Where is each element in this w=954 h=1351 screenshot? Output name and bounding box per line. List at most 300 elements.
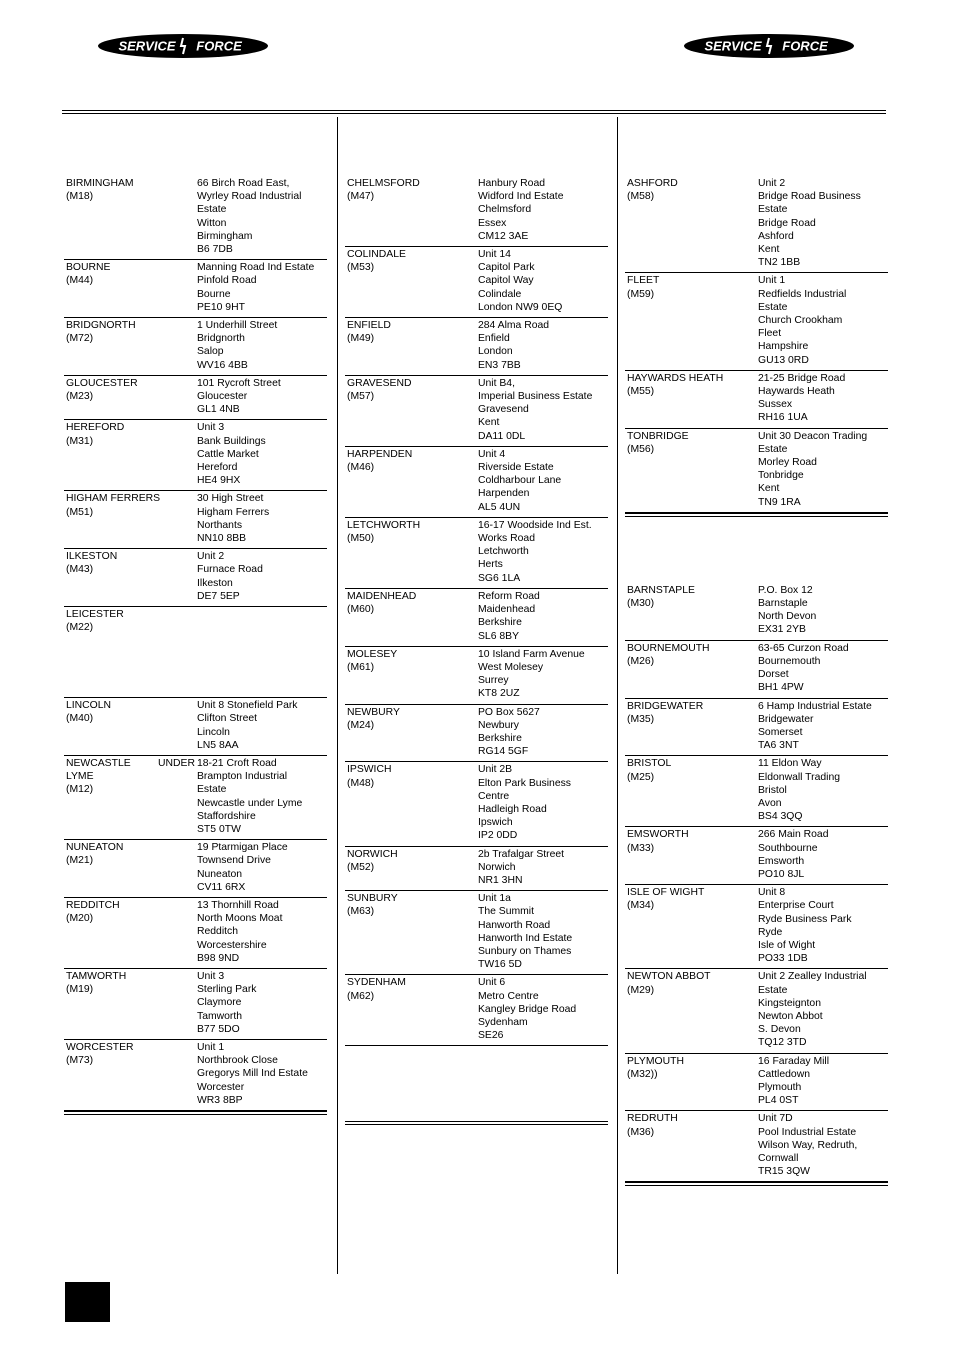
address-line: London NW9 0EQ [478, 301, 563, 313]
address-line: Birmingham [197, 230, 253, 242]
address-line: Chelmsford [478, 204, 532, 216]
address-line: Staffordshire [197, 810, 256, 822]
address-line: Maidenhead [478, 604, 536, 616]
branch-label [66, 841, 197, 894]
address-line: PO10 8JL [758, 868, 805, 880]
branch-entry [64, 260, 327, 318]
address-line: BS4 3QQ [758, 811, 803, 823]
branch-column-2 [345, 175, 608, 1125]
address-line: Emsworth [758, 855, 805, 867]
branch-entry [345, 247, 608, 318]
branch-address [478, 763, 608, 842]
address-line: Unit 1 [758, 275, 786, 287]
branch-entry [345, 847, 608, 892]
address-line: The Summit [478, 906, 535, 918]
address-line: B77 5DO [197, 1023, 240, 1035]
address-line: WV16 4BB [197, 359, 248, 371]
branch-address [758, 274, 888, 366]
column-divider-1 [337, 117, 338, 1274]
address-line: Cattledown [758, 1068, 810, 1080]
branch-address [758, 700, 888, 753]
address-line: Unit 1a [478, 893, 511, 905]
branch-label [347, 892, 478, 971]
branch-label [627, 642, 758, 695]
branch-code: (M51) [66, 506, 94, 518]
address-line: Haywards Heath [758, 386, 835, 398]
branch-entry [625, 175, 888, 273]
address-line: Capitol Way [478, 275, 534, 287]
branch-address [758, 1055, 888, 1108]
address-line: Estate [197, 784, 227, 796]
address-line: Wyrley Road Industrial [197, 191, 302, 203]
address-line: DE7 5EP [197, 590, 240, 602]
address-line: Hereford [197, 462, 238, 474]
address-line: Elton Park Business [478, 777, 571, 789]
branch-name: HEREFORD [66, 422, 125, 434]
branch-name: WORCESTER [66, 1041, 134, 1053]
address-line: BH1 4PW [758, 682, 804, 694]
address-line: Clifton Street [197, 713, 258, 725]
address-line: Sunbury on Thames [478, 945, 572, 957]
branch-name: GLOUCESTER [66, 377, 138, 389]
address-line: 266 Main Road [758, 829, 829, 841]
branch-name: LETCHWORTH [347, 519, 421, 531]
address-line: Bourne [197, 288, 231, 300]
branch-address [758, 642, 888, 695]
branch-code: (M25) [627, 771, 655, 783]
branch-label [347, 590, 478, 643]
address-line: 10 Island Farm Avenue [478, 648, 585, 660]
branch-name: BIRMINGHAM [66, 178, 134, 189]
address-line: Unit 30 Deacon Trading [758, 430, 868, 442]
address-line: Ipswich [478, 817, 513, 829]
branch-address [758, 372, 888, 425]
address-line: North Devon [758, 611, 817, 623]
address-line: 18-21 Croft Road [197, 757, 277, 769]
address-line: Townsend Drive [197, 855, 271, 867]
branch-label [66, 970, 197, 1036]
branch-address [197, 608, 327, 694]
branch-address [197, 699, 327, 752]
empty-space [345, 1046, 608, 1121]
branch-entry [64, 756, 327, 840]
branch-name: ENFIELD [347, 320, 391, 332]
branch-code: (M26) [627, 655, 655, 667]
branch-address [758, 757, 888, 823]
branch-address [478, 848, 608, 888]
address-line: Gravesend [478, 404, 529, 416]
address-line: Lincoln [197, 726, 230, 738]
address-line: Hadleigh Road [478, 803, 547, 815]
address-line: TR15 3QW [758, 1166, 810, 1178]
branch-entry [64, 1040, 327, 1111]
column-divider-2 [617, 117, 618, 1274]
address-line: DA11 0DL [478, 430, 526, 442]
address-line: West Molesey [478, 661, 544, 673]
address-line: ST5 0TW [197, 823, 241, 835]
branch-entry [625, 429, 888, 513]
address-line: Pool Industrial Estate [758, 1126, 857, 1138]
branch-address [478, 892, 608, 971]
address-line: Unit 2 [197, 551, 225, 563]
branch-entry [625, 756, 888, 827]
branch-address [197, 970, 327, 1036]
address-line: Kangley Bridge Road [478, 1003, 577, 1015]
address-line: Eldonwall Trading [758, 771, 841, 783]
address-line: Witton [197, 217, 227, 229]
branch-address [478, 319, 608, 372]
address-line: Dorset [758, 669, 789, 681]
address-line: Capitol Park [478, 262, 535, 274]
branch-entry [345, 175, 608, 247]
branch-entry [625, 371, 888, 429]
address-line: 66 Birch Road East, [197, 178, 290, 189]
section-double-rule [64, 1111, 327, 1115]
branch-label [347, 976, 478, 1042]
address-line: Ashford [758, 230, 794, 242]
branch-address [197, 899, 327, 965]
branch-entry [625, 1054, 888, 1112]
address-line: Bristol [758, 784, 787, 796]
branch-address [478, 648, 608, 701]
address-line: B6 7DB [197, 244, 233, 256]
address-line: Bridgewater [758, 713, 814, 725]
address-line: SG6 1LA [478, 572, 521, 584]
address-line: GU13 0RD [758, 354, 809, 366]
service-force-logo-right [683, 33, 855, 59]
branch-name: MAIDENHEAD [347, 590, 417, 602]
address-line: Somerset [758, 726, 803, 738]
branch-code: (M57) [347, 391, 375, 403]
branch-name: MOLESEY [347, 648, 398, 660]
branch-entry [64, 607, 327, 698]
address-line: Unit 4 [478, 448, 506, 460]
branch-label [347, 519, 478, 585]
address-line: EN3 7BB [478, 359, 521, 371]
address-line: 21-25 Bridge Road [758, 372, 846, 384]
address-line: Imperial Business Estate [478, 391, 593, 403]
branch-name: TONBRIDGE [627, 430, 689, 442]
address-line: PE10 9HT [197, 301, 245, 313]
branch-entry [345, 376, 608, 447]
branch-entry [625, 699, 888, 757]
branch-name: ISLE OF WIGHT [627, 887, 705, 899]
branch-label [66, 757, 197, 836]
address-line: Sterling Park [197, 984, 257, 996]
address-line: 63-65 Curzon Road [758, 642, 849, 654]
branch-entry [345, 762, 608, 846]
address-line: Essex [478, 217, 507, 229]
branch-code: (M50) [347, 533, 375, 545]
branch-code: (M21) [66, 855, 94, 867]
branch-label [627, 886, 758, 965]
address-line: Enfield [478, 333, 510, 345]
branch-name: BRIDGEWATER [627, 700, 704, 712]
branch-name: HAYWARDS HEATH [627, 372, 724, 384]
address-line: Norwich [478, 861, 516, 873]
branch-entry [625, 885, 888, 969]
address-line: Unit 8 Stonefield Park [197, 700, 298, 712]
address-line: Worcestershire [197, 939, 267, 951]
branch-entry [345, 705, 608, 763]
branch-code: (M48) [347, 777, 375, 789]
branch-label [347, 377, 478, 443]
branch-address [197, 177, 327, 256]
branch-code: (M40) [66, 713, 94, 725]
address-line: PO33 1DB [758, 953, 808, 965]
address-line: TN2 1BB [758, 257, 801, 269]
branch-name: BRISTOL [627, 758, 672, 770]
address-line: Newcastle under Lyme [197, 797, 303, 809]
address-line: Metro Centre [478, 990, 539, 1002]
branch-label [347, 763, 478, 842]
branch-label [347, 648, 478, 701]
address-line: Northants [197, 519, 243, 531]
address-line: B98 9ND [197, 952, 240, 964]
section-double-rule [345, 1121, 608, 1125]
branch-address [758, 430, 888, 509]
address-line: TN9 1RA [758, 496, 801, 508]
branch-code: (M43) [66, 564, 94, 576]
address-line: Tamworth [197, 1010, 243, 1022]
page-number-block [65, 1282, 110, 1322]
address-line: 284 Alma Road [478, 320, 550, 332]
branch-name: IPSWICH [347, 764, 392, 776]
address-line: Fleet [758, 328, 782, 340]
address-line: Sydenham [478, 1016, 528, 1028]
branch-code: (M23) [66, 391, 94, 403]
header-rule-top [62, 110, 886, 111]
branch-code: (M12) [66, 784, 94, 796]
branch-entry [345, 447, 608, 518]
address-line: 6 Hamp Industrial Estate [758, 700, 872, 712]
branch-entry [64, 318, 327, 376]
branch-label [66, 550, 197, 603]
address-line: Newbury [478, 719, 519, 731]
branch-label [627, 828, 758, 881]
branch-label [627, 1055, 758, 1108]
address-line: 2b Trafalgar Street [478, 848, 565, 860]
branch-label [627, 757, 758, 823]
service-force-logo-left [97, 33, 269, 59]
branch-code: (M44) [66, 275, 94, 287]
address-line: Letchworth [478, 546, 529, 558]
branch-entry [64, 420, 327, 491]
branch-entry [345, 647, 608, 705]
branch-name: FLEET [627, 275, 660, 287]
branch-code: (M33) [627, 842, 655, 854]
address-line: Avon [758, 797, 782, 809]
address-line: PO Box 5627 [478, 706, 540, 718]
address-line: Unit 8 [758, 887, 786, 899]
address-line: Redditch [197, 926, 239, 938]
address-line: Hampshire [758, 341, 809, 353]
address-line: CM12 3AE [478, 230, 529, 242]
branch-label [66, 377, 197, 417]
address-line: North Moons Moat [197, 913, 283, 925]
branch-entry [625, 583, 888, 641]
address-line: 11 Eldon Way [758, 758, 822, 770]
branch-address [478, 377, 608, 443]
branch-name: NEWBURY [347, 706, 400, 718]
branch-label [627, 430, 758, 509]
address-line: Hanworth Road [478, 919, 551, 931]
branch-entry [64, 491, 327, 549]
branch-name: NEWTON ABBOT [627, 971, 711, 983]
address-line: Ryde Business Park [758, 913, 852, 925]
branch-name: TAMWORTH [66, 970, 127, 982]
address-line: Unit 2 Zealley Industrial [758, 971, 867, 983]
branch-address [197, 421, 327, 487]
address-line: Ryde [758, 926, 783, 938]
branch-address [478, 519, 608, 585]
address-line: Estate [758, 301, 788, 313]
address-line: Wilson Way, Redruth, [758, 1139, 858, 1151]
branch-column-3 [625, 175, 888, 1186]
empty-space [625, 517, 888, 583]
branch-code: (M72) [66, 333, 94, 345]
address-line: Redfields Industrial [758, 288, 847, 300]
branch-address [758, 828, 888, 881]
branch-label [347, 177, 478, 243]
branch-code: (M20) [66, 913, 94, 925]
address-line: Unit 3 [197, 422, 225, 434]
branch-label [627, 970, 758, 1049]
address-line: 19 Ptarmigan Place [197, 842, 288, 854]
address-line: Tonbridge [758, 470, 804, 482]
address-line: Nuneaton [197, 868, 243, 880]
address-line: Manning Road Ind Estate [197, 262, 315, 274]
address-line: LN5 8AA [197, 739, 239, 751]
address-line: Unit 2B [478, 764, 513, 776]
address-line: Berkshire [478, 732, 522, 744]
branch-name: SYDENHAM [347, 977, 406, 989]
branch-label [627, 700, 758, 753]
branch-code: (M29) [627, 984, 655, 996]
branch-code: (M73) [66, 1055, 94, 1067]
address-line: S. Devon [758, 1024, 801, 1036]
branch-code: (M55) [627, 386, 655, 398]
address-line: Unit 6 [478, 977, 506, 989]
address-line: PL4 0ST [758, 1095, 799, 1107]
branch-entry [64, 175, 327, 260]
address-line: Southbourne [758, 842, 818, 854]
branch-code: (M18) [66, 191, 94, 203]
branch-code: (M32)) [627, 1068, 658, 1080]
address-line: Bank Buildings [197, 435, 266, 447]
branch-address [197, 492, 327, 545]
address-line: AL5 4UN [478, 501, 521, 513]
branch-code: (M53) [347, 262, 375, 274]
branch-name: NORWICH [347, 848, 398, 860]
branch-code: (M36) [627, 1126, 655, 1138]
address-line: Colindale [478, 288, 522, 300]
branch-name: BRIDGNORTH [66, 320, 136, 332]
address-line: Kent [758, 244, 780, 256]
address-line: Estate [758, 443, 788, 455]
address-line: Unit 14 [478, 249, 511, 261]
branch-address [758, 970, 888, 1049]
branch-entry [625, 1111, 888, 1182]
branch-label [66, 177, 197, 256]
branch-label [347, 848, 478, 888]
branch-entry [64, 549, 327, 607]
address-line: Kingsteignton [758, 997, 821, 1009]
branch-name: SUNBURY [347, 893, 398, 905]
branch-code: (M60) [347, 604, 375, 616]
branch-address [197, 377, 327, 417]
address-line: Harpenden [478, 488, 530, 500]
address-line: Cattle Market [197, 448, 259, 460]
branch-entry [345, 975, 608, 1046]
address-line: Plymouth [758, 1081, 802, 1093]
branch-label [627, 177, 758, 269]
branch-entry [345, 318, 608, 376]
address-line: 101 Rycroft Street [197, 377, 281, 389]
branch-entry [625, 641, 888, 699]
branch-address [478, 177, 608, 243]
address-line: Estate [197, 204, 227, 216]
branch-address [197, 1041, 327, 1107]
address-line: 30 High Street [197, 493, 264, 505]
branch-address [478, 448, 608, 514]
branch-label [66, 899, 197, 965]
branch-entry [345, 891, 608, 975]
branch-entry [64, 840, 327, 898]
branch-entry [625, 827, 888, 885]
branch-code: (M56) [627, 443, 655, 455]
address-line: TA6 3NT [758, 740, 799, 752]
branch-address [478, 248, 608, 314]
branch-name: NEWCASTLE UNDER LYME [66, 757, 195, 783]
branch-address [197, 319, 327, 372]
address-line: Estate [758, 984, 788, 996]
address-line: Hanworth Ind Estate [478, 932, 573, 944]
logo-text-service: SERVICE [118, 38, 176, 54]
branch-address [197, 550, 327, 603]
address-line: TQ12 3TD [758, 1037, 807, 1049]
address-line: Bournemouth [758, 655, 821, 667]
address-line: Unit 7D [758, 1113, 793, 1125]
address-line: 1 Underhill Street [197, 320, 278, 332]
address-line: CV11 6RX [197, 881, 246, 893]
address-line: 13 Thornhill Road [197, 899, 279, 911]
address-line: WR3 8BP [197, 1094, 243, 1106]
address-line: Estate [758, 204, 788, 216]
logo-text-force: FORCE [196, 38, 242, 54]
branch-label [66, 319, 197, 372]
logo-text-force: FORCE [782, 38, 828, 54]
branch-address [478, 590, 608, 643]
address-line: 16-17 Woodside Ind Est. [478, 519, 592, 531]
branch-name: REDRUTH [627, 1113, 678, 1125]
branch-address [758, 177, 888, 269]
address-line: Enterprise Court [758, 900, 834, 912]
branch-name: REDDITCH [66, 899, 120, 911]
branch-address [758, 886, 888, 965]
branch-label [66, 492, 197, 545]
branch-label [66, 608, 197, 694]
address-line: Centre [478, 790, 510, 802]
branch-name: BOURNE [66, 262, 111, 274]
branch-entry [625, 273, 888, 370]
branch-name: BARNSTAPLE [627, 584, 695, 596]
branch-label [627, 584, 758, 637]
address-line: Ilkeston [197, 577, 233, 589]
address-line: Works Road [478, 533, 535, 545]
branch-code: (M46) [347, 462, 375, 474]
branch-entry [64, 898, 327, 969]
